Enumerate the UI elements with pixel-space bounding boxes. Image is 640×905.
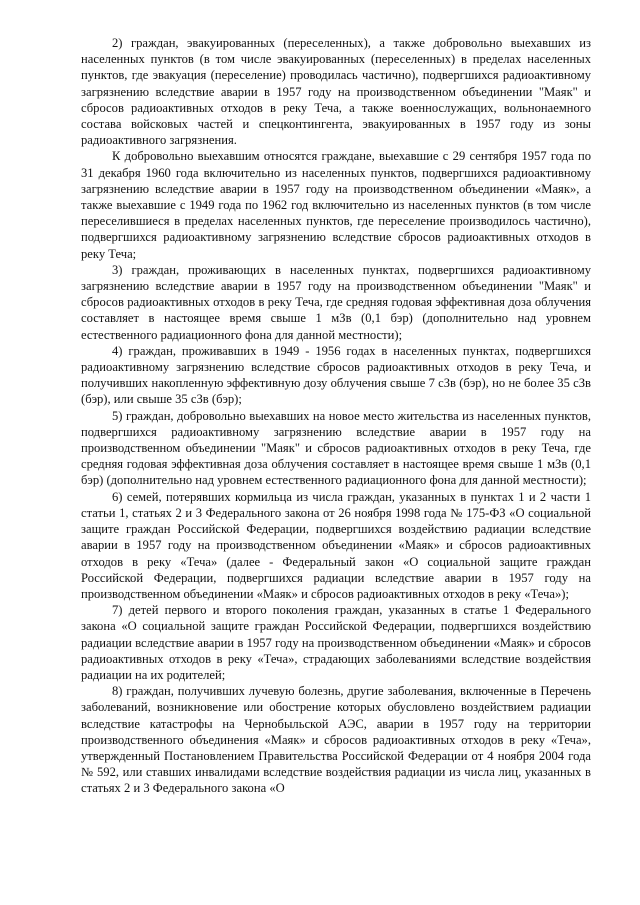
paragraph-voluntarily-left-definition: К добровольно выехавшим относятся граждане, выехавшие с 29 сентября 1957 года по 31 декабря 1960 года включительно из населенных пунктов, подвергшихся радиоактивному загрязнению вследствие аварии в 1957 году на производственном объединении «Маяк», а также выехавшие с 1949 года по 1962 год включительно из населенных пунктов (в том числе переселившиеся в пределах населенных пунктов, где переселение производилось частично), подвергшихся радиоактивному загрязнению вследствие сбросов радиоактивных отходов в реку Теча; [81,149,591,261]
paragraph-item-7-children: 7) детей первого и второго поколения граждан, указанных в статье 1 Федерального закона «О социальной защите граждан Российской Федерации, подвергшихся воздействию радиации вследствие аварии в 1957 году на производственном объединении «Маяк» и сбросов радиоактивных отходов в реку «Теча», страдающих заболеваниями вследствие воздействия радиации на их родителей; [81,603,591,682]
paragraph-item-2-evacuated: 2) граждан, эвакуированных (переселенных), а также добровольно выехавших из населенных пунктов (в том числе эвакуированных (переселенных) в пределах населенных пунктов, где эвакуация (переселение) проводилась частично), подвергшихся радиоактивному загрязнению вследствие аварии в 1957 году на производственном объединении "Маяк" и сбросов радиоактивных отходов в реку Теча, а также военнослужащих, вольнонаемного состава войсковых частей и спецконтингента, эвакуированных в 1957 году из зоны радиоактивного загрязнения. [81,36,591,148]
document-page [81,35,591,797]
paragraph-item-8-radiation-sickness: 8) граждан, получивших лучевую болезнь, другие заболевания, включенные в Перечень заболеваний, возникновение или обострение которых обусловлено воздействием радиации вследствие катастрофы на Чернобыльской АЭС, аварии в 1957 году на территории производственного объединения «Маяк» и сбросов радиоактивных отходов в реку «Теча», утвержденный Постановлением Правительства Российской Федерации от 4 ноября 2004 года № 592, или ставших инвалидами вследствие воздействия радиации из числа лиц, указанных в статьях 2 и 3 Федерального закона «О [81,684,591,796]
paragraph-item-6-families: 6) семей, потерявших кормильца из числа граждан, указанных в пунктах 1 и 2 части 1 статьи 1, статьях 2 и 3 Федерального закона от 26 ноября 1998 года № 175-ФЗ «О социальной защите граждан Российской Федерации, подвергшихся воздействию радиации вследствие аварии в 1957 году на производственном объединении «Маяк» и сбросов радиоактивных отходов в реку «Теча» (далее - Федеральный закон «О социальной защите граждан Российской Федерации, подвергшихся радиации вследствие аварии в 1957 году на производственном объединении «Маяк» и сбросов радиоактивных отходов в реку «Теча»); [81,489,591,601]
paragraph-item-4-residents-1949-1956: 4) граждан, проживавших в 1949 - 1956 годах в населенных пунктах, подвергшихся радиоактивному загрязнению вследствие сбросов радиоактивных отходов в реку Теча, и получивших накопленную эффективную дозу облучения свыше 7 сЗв (бэр), но не более 35 сЗв (бэр), или свыше 35 сЗв (бэр); [81,343,591,407]
paragraph-item-5-relocated: 5) граждан, добровольно выехавших на новое место жительства из населенных пунктов, подвергшихся радиоактивному загрязнению вследствие аварии в 1957 году на производственном объединении "Маяк" и сбросов радиоактивных отходов в реку Теча, где средняя годовая эффективная доза облучения составляет в настоящее время свыше 1 мЗв (0,1 бэр) (дополнительно над уровнем естественного радиационного фона для данной местности); [81,408,591,488]
paragraph-item-3-residents: 3) граждан, проживающих в населенных пунктах, подвергшихся радиоактивному загрязнению вследствие аварии в 1957 году на производственном объединении "Маяк" и сбросов радиоактивных отходов в реку Теча, где средняя годовая эффективная доза облучения составляет в настоящее время свыше 1 мЗв (0,1 бэр) (дополнительно над уровнем естественного радиационного фона для данной местности); [81,262,591,342]
